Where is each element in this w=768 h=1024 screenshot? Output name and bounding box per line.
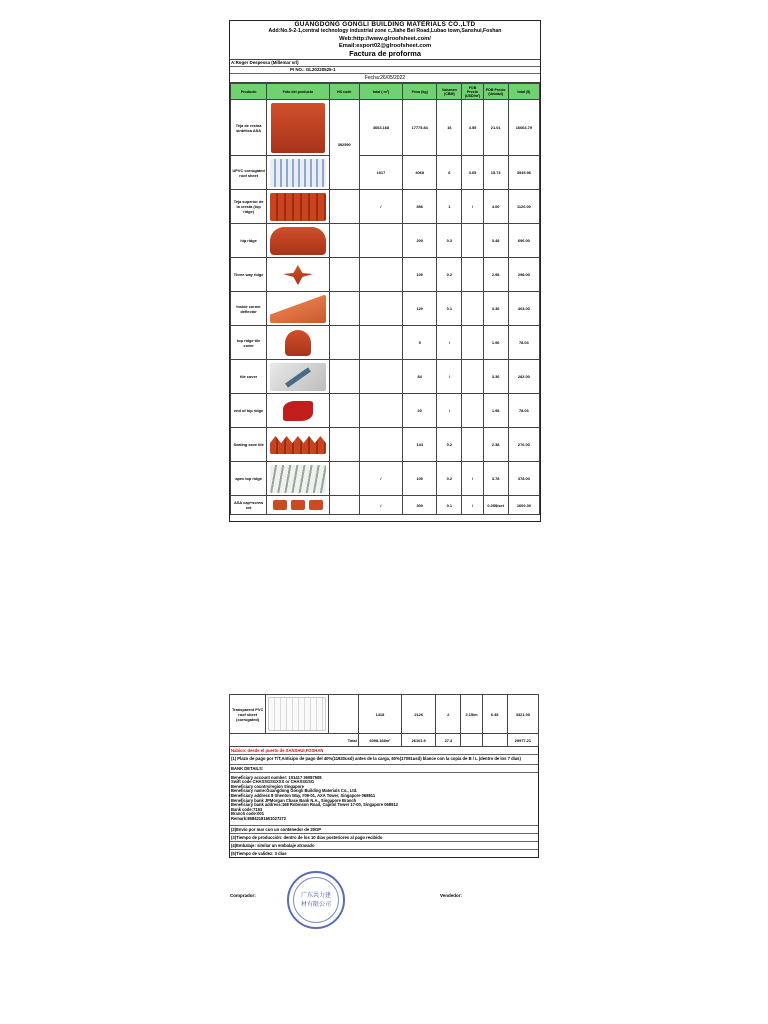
table-row bbox=[231, 326, 540, 360]
weight-value: 896 bbox=[403, 190, 437, 224]
weight-value: 4068 bbox=[403, 156, 437, 190]
volume-value: 2 bbox=[436, 695, 461, 734]
volume-value: 0.2 bbox=[437, 428, 462, 462]
total-spacer bbox=[230, 734, 329, 747]
table-row bbox=[231, 100, 540, 156]
table-row bbox=[231, 190, 540, 224]
col-product: Producto bbox=[231, 84, 267, 100]
volume-value: 16 bbox=[437, 100, 462, 156]
product-name: UPVC corrugated roof sheet bbox=[231, 156, 267, 190]
screw-image bbox=[270, 363, 326, 391]
area-value bbox=[359, 326, 402, 360]
col-hs-code: HS code bbox=[329, 84, 359, 100]
area-value bbox=[359, 428, 402, 462]
bank-line: Bank code:7153 bbox=[231, 806, 263, 812]
area-value bbox=[359, 224, 402, 258]
col-total: total ($) bbox=[508, 84, 539, 100]
weight-value: 120 bbox=[403, 292, 437, 326]
hs-code-empty bbox=[329, 190, 359, 224]
total-value: 298.00 bbox=[508, 258, 539, 292]
fob-m2-value bbox=[462, 360, 483, 394]
end-cap-image bbox=[283, 401, 313, 421]
product-name: ASA cap+screw set bbox=[231, 496, 267, 515]
company-seal bbox=[287, 871, 345, 929]
weight-value: 2126 bbox=[402, 695, 436, 734]
term-line: (3)Tiempo de producción: dentro de los 10 días posteriores al pago recibido bbox=[230, 834, 538, 842]
volume-value: 0.1 bbox=[437, 496, 462, 515]
pi-number: PI NO.: GL20220525-1 bbox=[230, 67, 540, 74]
fob-unit-value: 3.78 bbox=[483, 462, 508, 496]
volume-value: 6 bbox=[437, 156, 462, 190]
fob-unit-value: 2.38 bbox=[483, 428, 508, 462]
bank-title: BANK DETAILS: bbox=[230, 765, 538, 773]
total-value: 3321.00 bbox=[507, 695, 538, 734]
bank-line: Branch code:001 bbox=[231, 811, 264, 817]
fob-m2-value bbox=[462, 326, 483, 360]
bank-line: Swift code CHASSGSGXXX or CHASSGSG bbox=[231, 779, 315, 785]
total-weight: 26101.9 bbox=[402, 734, 436, 747]
hs-code-empty bbox=[329, 394, 359, 428]
weight-value: 300 bbox=[403, 496, 437, 515]
seller-label: Vendedor: bbox=[440, 893, 463, 898]
bank-line: Beneficiary address 8 Shenton Way, #09-01, AXA Tower, Singapore 068811 bbox=[231, 792, 376, 798]
fob-unit-value: 21.01 bbox=[483, 100, 508, 156]
volume-value: 0.1 bbox=[437, 292, 462, 326]
company-email: Email:export02@glroofsheet.com bbox=[338, 42, 432, 49]
total-value: 16664.79 bbox=[508, 100, 539, 156]
total-value: 282.00 bbox=[508, 360, 539, 394]
table-row bbox=[231, 360, 540, 394]
fob-m2-value: 2.15/m bbox=[461, 695, 482, 734]
port-note: Nabico: desde el puerto de SANSHUI,FOSHAN bbox=[230, 747, 538, 755]
volume-value: 0.2 bbox=[437, 258, 462, 292]
volume-value: 1 bbox=[437, 190, 462, 224]
total-amount: 29977.21 bbox=[507, 734, 538, 747]
product-name: Three way ridge bbox=[231, 258, 267, 292]
fob-unit-value: 3.36 bbox=[483, 360, 508, 394]
area-value: 3663.168 bbox=[359, 100, 402, 156]
area-value bbox=[359, 292, 402, 326]
bank-line: Beneficiary account number: 101417 36087508 bbox=[231, 774, 322, 780]
weight-value: 5 bbox=[403, 326, 437, 360]
red-tile-image bbox=[271, 103, 325, 153]
fob-unit-value: 2.98 bbox=[483, 258, 508, 292]
bank-line: Beneficiary country/region Singapore bbox=[231, 783, 305, 789]
weight-value: 100 bbox=[403, 258, 437, 292]
client-line: A:Roger Despessa (Millemar srl) bbox=[230, 60, 540, 67]
terms-block bbox=[229, 747, 539, 858]
fob-m2-value bbox=[462, 224, 483, 258]
fob-unit-value: 3.48 bbox=[483, 224, 508, 258]
area-value: / bbox=[359, 462, 402, 496]
product-photo bbox=[266, 695, 328, 734]
total-value: 696.00 bbox=[508, 224, 539, 258]
total-value: 78.03 bbox=[508, 326, 539, 360]
deflector-image bbox=[270, 295, 326, 323]
col-fob-m2: FOB Precio (USD/m²) bbox=[462, 84, 483, 100]
hs-code: 392590 bbox=[329, 100, 359, 190]
fob-unit-value: 6.45 bbox=[482, 695, 507, 734]
total-value: 276.00 bbox=[508, 428, 539, 462]
fob-unit-value: 0.05$/set bbox=[483, 496, 508, 515]
hs-code-empty bbox=[329, 258, 359, 292]
area-value bbox=[359, 258, 402, 292]
product-name: apex top ridge bbox=[231, 462, 267, 496]
volume-value: / bbox=[437, 394, 462, 428]
hs-code-empty bbox=[328, 695, 358, 734]
volume-value: 0.2 bbox=[437, 462, 462, 496]
fob-m2-value: 4.55 bbox=[462, 100, 483, 156]
hs-code-empty bbox=[329, 360, 359, 394]
fob-m2-value bbox=[462, 292, 483, 326]
fob-m2-value bbox=[462, 394, 483, 428]
product-table-continued bbox=[229, 694, 539, 747]
total-empty bbox=[482, 734, 507, 747]
term-line: (5)Tiempo de validez: 3 días bbox=[231, 850, 287, 856]
total-value: 78.03 bbox=[508, 394, 539, 428]
product-photo bbox=[267, 326, 329, 360]
area-value: / bbox=[359, 190, 402, 224]
col-fob-unit: FOB Precio (Unidad) bbox=[483, 84, 508, 100]
product-photo bbox=[267, 292, 329, 326]
caps-image bbox=[268, 500, 327, 510]
fob-m2-value: 3.65 bbox=[462, 156, 483, 190]
table-row bbox=[231, 394, 540, 428]
product-photo bbox=[267, 258, 329, 292]
product-name: Teja de resina sintética ASA bbox=[231, 100, 267, 156]
total-value: 403.00 bbox=[508, 292, 539, 326]
product-name: end of hip ridge bbox=[231, 394, 267, 428]
area-value: 1017 bbox=[359, 156, 402, 190]
fob-unit-value: 15.73 bbox=[483, 156, 508, 190]
buyer-label: Comprador: bbox=[230, 893, 256, 898]
table-row bbox=[231, 292, 540, 326]
product-name: Transparent PVC roof sheet (corrugated) bbox=[230, 695, 266, 734]
col-area: total ( m²) bbox=[359, 84, 402, 100]
hs-code-empty bbox=[329, 224, 359, 258]
weight-value: 84 bbox=[403, 360, 437, 394]
product-photo bbox=[267, 360, 329, 394]
fob-m2-value bbox=[462, 258, 483, 292]
fob-unit-value: 3.36 bbox=[483, 292, 508, 326]
total-area: 6098.168m² bbox=[358, 734, 401, 747]
bank-line: Remark:86842181601027272 bbox=[231, 815, 287, 821]
fob-m2-value: / bbox=[462, 496, 483, 515]
product-photo bbox=[267, 428, 329, 462]
table-header bbox=[231, 84, 540, 100]
three-way-image bbox=[283, 265, 313, 285]
bank-line: Beneficiary bank JPMorgan Chase Bank N.A., Singapore Branch bbox=[231, 797, 357, 803]
product-table bbox=[230, 83, 540, 515]
total-value: 3945.96 bbox=[508, 156, 539, 190]
col-volume: Volumen (CBM) bbox=[437, 84, 462, 100]
total-label: Total bbox=[328, 734, 358, 747]
weight-value: 200 bbox=[403, 224, 437, 258]
product-photo bbox=[267, 190, 329, 224]
hs-code-empty bbox=[329, 428, 359, 462]
document-title: Factura de proforma bbox=[349, 49, 421, 59]
area-value: 1418 bbox=[358, 695, 401, 734]
term-line: (4)Embalaje: similar un embalaje atravado bbox=[230, 842, 538, 850]
table-row bbox=[231, 496, 540, 515]
product-name: Sealing eave tile bbox=[231, 428, 267, 462]
term-line: (2)Envío por mar con un contenedor de 20GP bbox=[230, 826, 538, 834]
total-volume: 27.3 bbox=[436, 734, 461, 747]
product-photo bbox=[267, 100, 329, 156]
blue-sheet-image bbox=[270, 159, 326, 187]
table-row bbox=[231, 462, 540, 496]
product-name: top ridge tile cover bbox=[231, 326, 267, 360]
table-row bbox=[231, 156, 540, 190]
col-photo: Foto del producto bbox=[267, 84, 329, 100]
company-web: Web:http://www.glroofsheet.com/ bbox=[339, 35, 431, 42]
fob-m2-value: / bbox=[462, 462, 483, 496]
weight-value: 144 bbox=[403, 428, 437, 462]
company-header bbox=[230, 21, 540, 60]
area-value: / bbox=[359, 496, 402, 515]
product-photo bbox=[267, 224, 329, 258]
total-value: 1600.00 bbox=[508, 496, 539, 515]
fob-m2-value: / bbox=[462, 190, 483, 224]
total-empty bbox=[461, 734, 482, 747]
product-photo bbox=[267, 156, 329, 190]
fob-m2-value bbox=[462, 428, 483, 462]
hs-code-empty bbox=[329, 292, 359, 326]
col-weight: Peso (kg) bbox=[403, 84, 437, 100]
cover-image bbox=[285, 330, 311, 356]
product-photo bbox=[267, 394, 329, 428]
bank-line: Beneficiary bank address:168 Robinson Road, Capitol Tower 17-00, Singapore 068912 bbox=[231, 802, 398, 808]
area-value bbox=[359, 360, 402, 394]
red-ridge-image bbox=[270, 193, 326, 221]
hs-code-empty bbox=[329, 496, 359, 515]
volume-value: 0.3 bbox=[437, 224, 462, 258]
area-value bbox=[359, 394, 402, 428]
product-name: Teja superior de la cresta (top ridge) bbox=[231, 190, 267, 224]
proforma-page-2 bbox=[229, 694, 539, 924]
eave-image bbox=[270, 436, 326, 454]
company-address: Add:No.9-2-1,central technology industrial zone c,Jiahe Bei Road,Lubao town,Sanshui,Foshan bbox=[268, 28, 502, 35]
apex-image bbox=[270, 465, 326, 493]
fob-unit-value: 4.00 bbox=[483, 190, 508, 224]
total-value: 1120.00 bbox=[508, 190, 539, 224]
table-row bbox=[231, 428, 540, 462]
product-name: hip ridge bbox=[231, 224, 267, 258]
clear-sheet-image bbox=[268, 697, 326, 731]
product-name: Inside corner deflector bbox=[231, 292, 267, 326]
ridge-image bbox=[270, 227, 326, 255]
company-name: GUANGDONG GONGLI BUILDING MATERIALS CO.,LTD bbox=[294, 21, 476, 28]
table-row bbox=[231, 258, 540, 292]
product-photo bbox=[267, 496, 329, 515]
weight-value: 20 bbox=[403, 394, 437, 428]
fob-unit-value: 1.96 bbox=[483, 326, 508, 360]
hs-code-empty bbox=[329, 326, 359, 360]
bank-line: Beneficiary name:Guangdong Gongli Building Materials Co., Ltd. bbox=[231, 788, 358, 794]
payment-note: (1) Plazo de pago por T/T,Anticipo de pago del 40%(11920usd) antes de la carga, 60%(17091usd) blance con la copia de B / L (dentro de los 7 días) bbox=[230, 755, 538, 765]
total-value: 378.00 bbox=[508, 462, 539, 496]
volume-value: / bbox=[437, 360, 462, 394]
total-row bbox=[230, 734, 539, 747]
product-photo bbox=[267, 462, 329, 496]
volume-value: / bbox=[437, 326, 462, 360]
table-row bbox=[231, 224, 540, 258]
product-name: tile cover bbox=[231, 360, 267, 394]
seal-text: 广东共力建材有限公司 bbox=[300, 892, 331, 908]
hs-code-empty bbox=[329, 462, 359, 496]
table-row bbox=[230, 695, 539, 734]
proforma-page-1 bbox=[229, 20, 541, 522]
weight-value: 17775.84 bbox=[403, 100, 437, 156]
invoice-date: Fecha:26/05/2022 bbox=[230, 74, 540, 83]
weight-value: 100 bbox=[403, 462, 437, 496]
bank-details bbox=[230, 773, 538, 826]
fob-unit-value: 1.98 bbox=[483, 394, 508, 428]
